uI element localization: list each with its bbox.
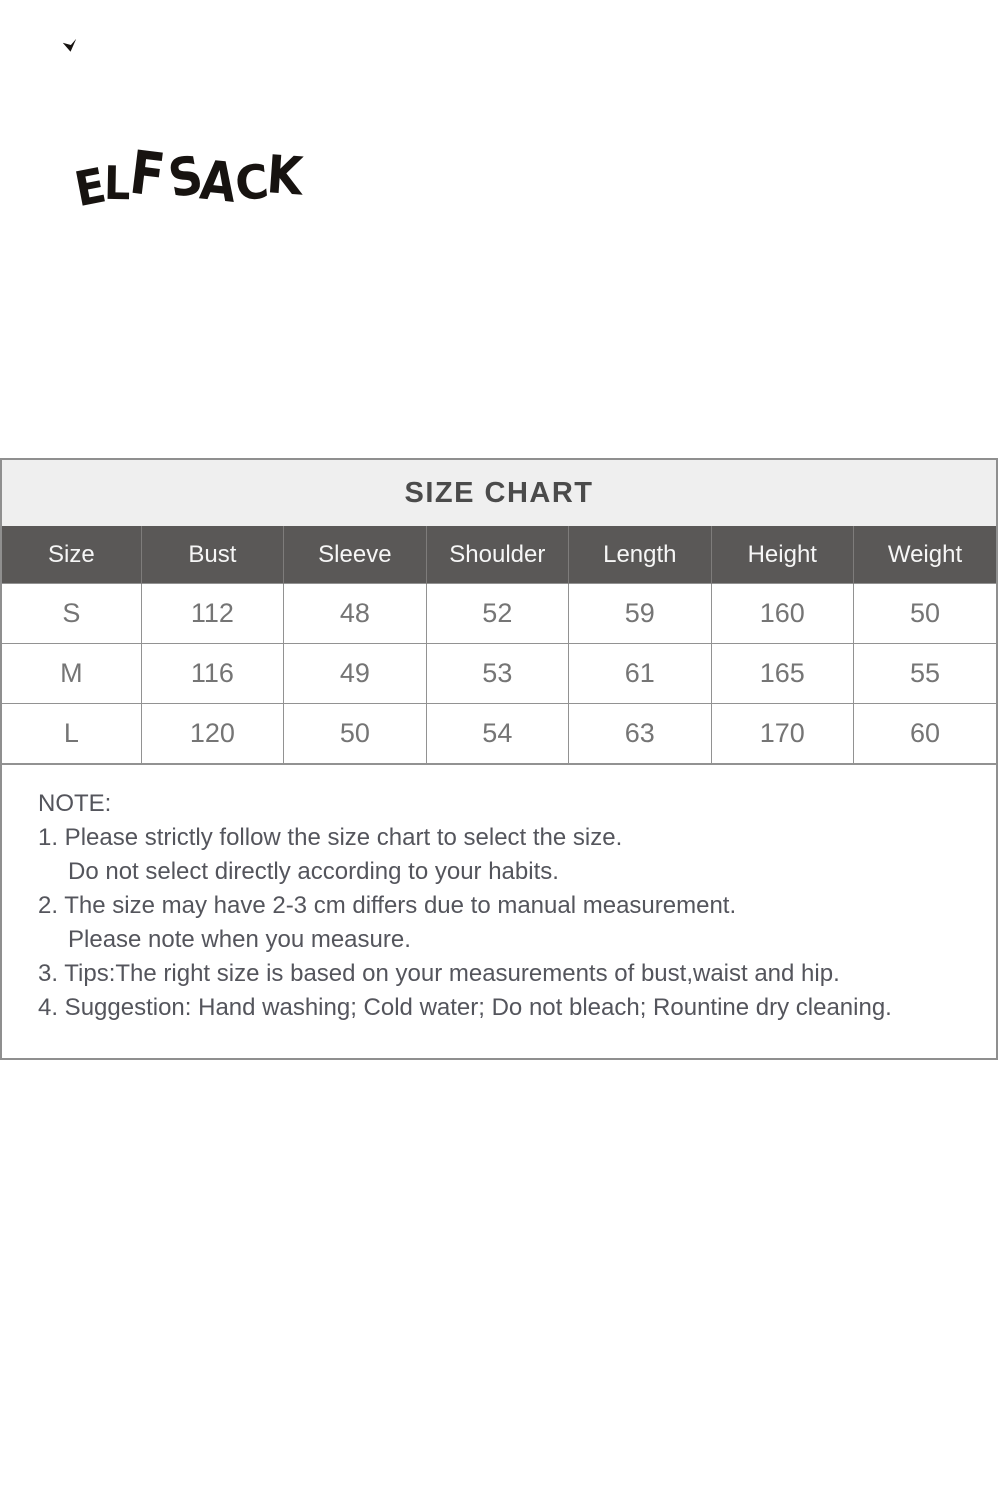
table-cell: 160 <box>711 584 853 644</box>
column-header-length: Length <box>569 526 711 584</box>
table-cell: 54 <box>426 704 568 764</box>
note-line: 4. Suggestion: Hand washing; Cold water; Do not bleach; Rountine dry cleaning. <box>38 994 892 1021</box>
logo-letter: F <box>126 136 167 211</box>
column-header-shoulder: Shoulder <box>426 526 568 584</box>
table-cell: 63 <box>569 704 711 764</box>
column-header-bust: Bust <box>141 526 283 584</box>
note-line: 2. The size may have 2-3 cm differs due to manual measurement. <box>38 892 737 919</box>
table-row <box>2 704 996 764</box>
table-cell: 52 <box>426 584 568 644</box>
logo-letter: L <box>104 155 130 211</box>
table-cell: 170 <box>711 704 853 764</box>
table-cell: 50 <box>854 584 997 644</box>
column-header-height: Height <box>711 526 853 584</box>
note-line: Do not select directly according to your habits. <box>68 858 559 885</box>
logo-letter: E <box>70 157 109 218</box>
table-cell: 61 <box>569 644 711 704</box>
note-line: Please note when you measure. <box>68 926 411 953</box>
table-cell: 53 <box>426 644 568 704</box>
note-line: 3. Tips:The right size is based on your measurements of bust,waist and hip. <box>38 960 840 987</box>
brand-logo <box>43 44 303 218</box>
table-cell: 55 <box>854 644 997 704</box>
size-chart-section <box>0 458 998 1060</box>
column-header-size: Size <box>2 526 141 584</box>
table-row <box>2 644 996 704</box>
logo-accent-mark <box>62 39 78 53</box>
logo-letter: C <box>232 153 270 212</box>
table-cell: L <box>2 704 141 764</box>
table-cell: S <box>2 584 141 644</box>
table-row <box>2 584 996 644</box>
table-header-row <box>2 526 996 584</box>
table-cell: 49 <box>284 644 426 704</box>
table-cell: 116 <box>141 644 283 704</box>
logo-letter: A <box>197 147 238 215</box>
table-cell: 60 <box>854 704 997 764</box>
table-cell: M <box>2 644 141 704</box>
table-cell: 165 <box>711 644 853 704</box>
notes-section <box>2 764 996 1058</box>
table-cell: 120 <box>141 704 283 764</box>
size-table <box>2 526 996 764</box>
note-line: 1. Please strictly follow the size chart to select the size. <box>38 824 623 851</box>
size-chart-title: SIZE CHART <box>2 460 996 526</box>
table-cell: 50 <box>284 704 426 764</box>
notes-heading: NOTE: <box>38 790 112 817</box>
logo-letter: K <box>264 143 303 207</box>
table-cell: 59 <box>569 584 711 644</box>
column-header-weight: Weight <box>854 526 997 584</box>
table-cell: 48 <box>284 584 426 644</box>
table-cell: 112 <box>141 584 283 644</box>
column-header-sleeve: Sleeve <box>284 526 426 584</box>
logo-letter: S <box>164 143 206 210</box>
